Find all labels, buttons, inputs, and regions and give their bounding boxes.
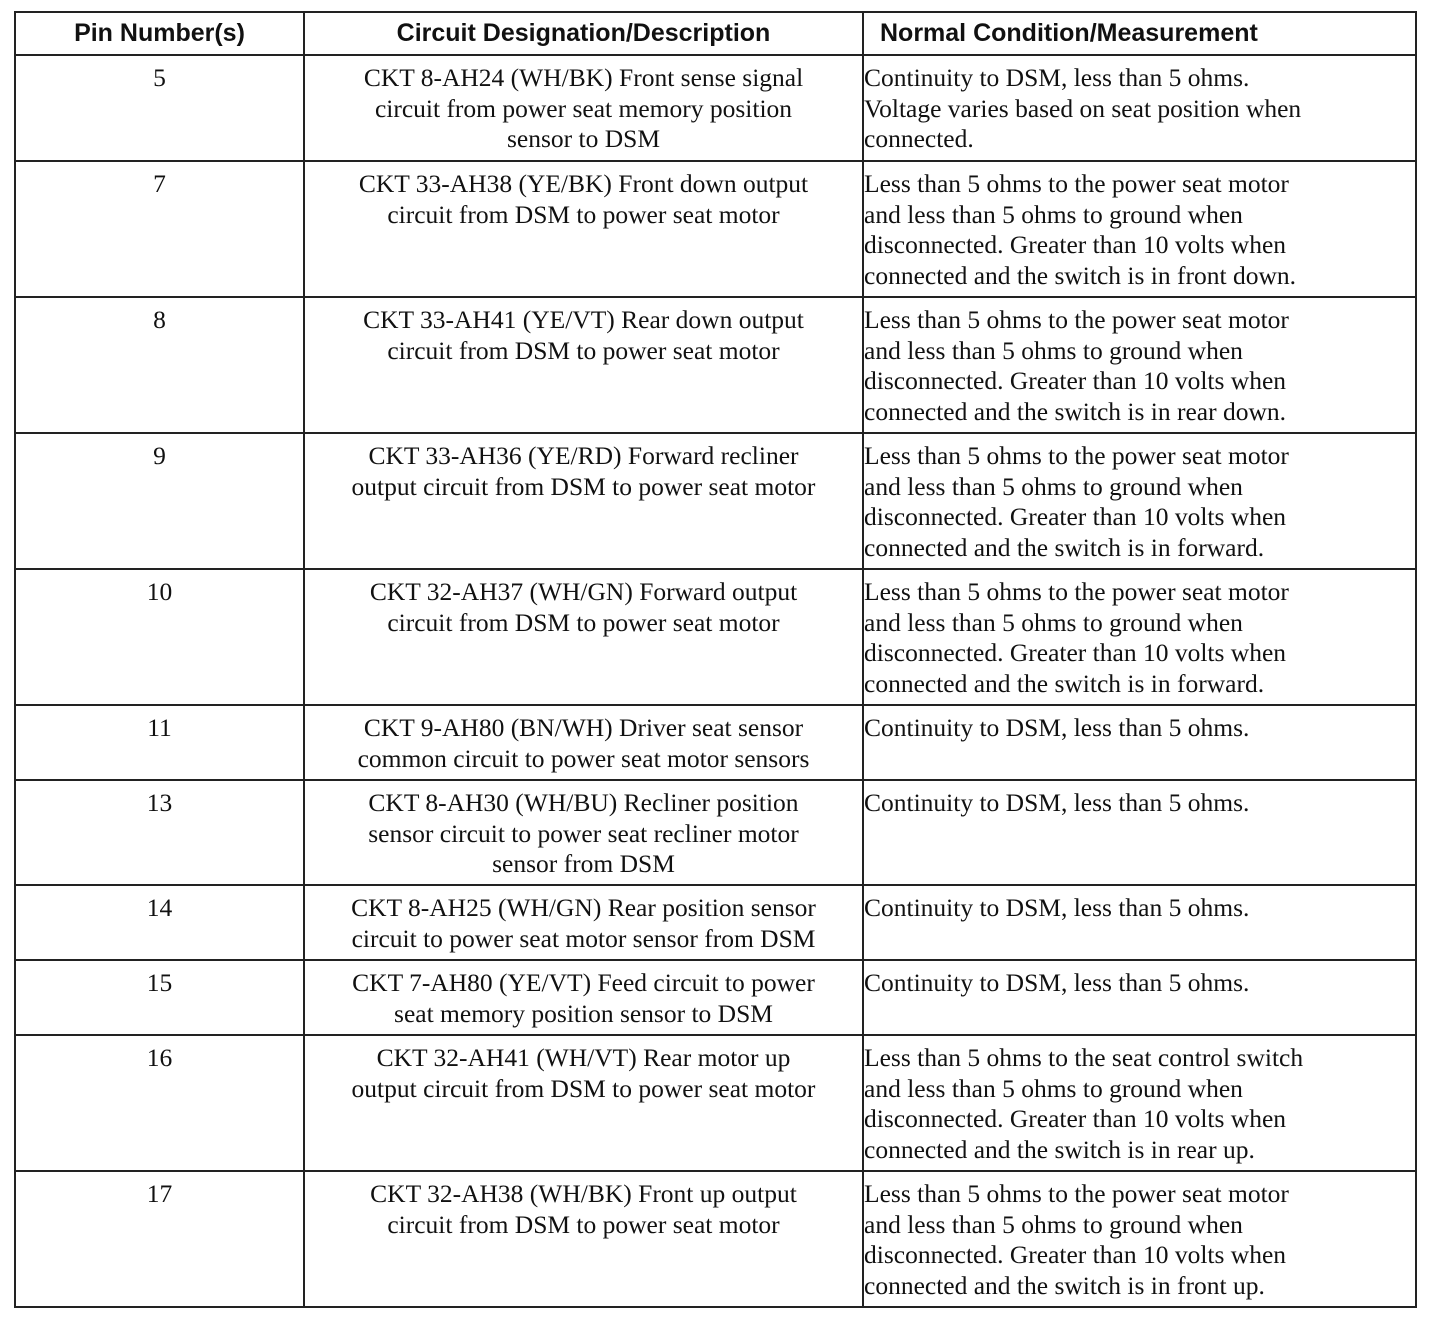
normal-condition-cell (863, 1171, 1416, 1307)
normal-condition-line: Continuity to DSM, less than 5 ohms. (864, 713, 1250, 742)
pin-number-cell: 15 (15, 960, 304, 1035)
table-row (15, 161, 1416, 297)
table-row (15, 885, 1416, 960)
normal-condition-line: connected and the switch is in forward. (864, 668, 1265, 698)
normal-condition-cell (863, 569, 1416, 705)
normal-condition-cell (863, 433, 1416, 569)
circuit-description-cell (304, 780, 863, 885)
normal-condition-cell (863, 705, 1416, 780)
normal-condition-line: Less than 5 ohms to the power seat motor (864, 1179, 1289, 1208)
normal-condition-line: Continuity to DSM, less than 5 ohms. (864, 788, 1250, 817)
normal-condition-cell (863, 297, 1416, 433)
normal-condition-line: Voltage varies based on seat position when (864, 93, 1302, 123)
circuit-description-line: common circuit to power seat motor sensors (357, 743, 810, 773)
circuit-description-cell (304, 297, 863, 433)
circuit-description-cell (304, 569, 863, 705)
pin-number-cell: 16 (15, 1035, 304, 1171)
normal-condition-line: Continuity to DSM, less than 5 ohms. (864, 893, 1250, 922)
normal-condition-line: and less than 5 ohms to ground when (864, 199, 1243, 229)
normal-condition-line: Continuity to DSM, less than 5 ohms. (864, 968, 1250, 997)
circuit-description-line: CKT 32-AH37 (WH/GN) Forward output (369, 577, 798, 606)
circuit-description-line: CKT 33-AH41 (YE/VT) Rear down output (363, 305, 804, 334)
circuit-description-line: circuit from DSM to power seat motor (387, 607, 780, 637)
table-row (15, 705, 1416, 780)
normal-condition-line: connected and the switch is in rear down. (864, 396, 1287, 426)
pin-number-cell: 9 (15, 433, 304, 569)
circuit-description-line: circuit to power seat motor sensor from DSM (351, 923, 816, 953)
normal-condition-cell (863, 960, 1416, 1035)
pin-number-cell: 7 (15, 161, 304, 297)
normal-condition-line: and less than 5 ohms to ground when (864, 471, 1243, 501)
circuit-description-line: sensor from DSM (492, 849, 675, 878)
circuit-description-line: CKT 7-AH80 (YE/VT) Feed circuit to power (352, 968, 815, 997)
normal-condition-line: Less than 5 ohms to the power seat motor (864, 577, 1289, 606)
circuit-description-line: sensor to DSM (506, 124, 660, 153)
normal-condition-line: disconnected. Greater than 10 volts when (864, 638, 1287, 667)
normal-condition-line: disconnected. Greater than 10 volts when (864, 1104, 1287, 1133)
normal-condition-cell (863, 780, 1416, 885)
pin-number-cell: 17 (15, 1171, 304, 1307)
table-row (15, 569, 1416, 705)
normal-condition-line: connected. (864, 124, 974, 153)
circuit-description-cell (304, 55, 863, 161)
table-body (15, 55, 1416, 1307)
normal-condition-line: and less than 5 ohms to ground when (864, 1209, 1243, 1239)
circuit-description-line: output circuit from DSM to power seat motor (351, 471, 816, 501)
circuit-description-line: output circuit from DSM to power seat motor (351, 1073, 816, 1103)
circuit-description-line: sensor circuit to power seat recliner motor (368, 818, 799, 848)
normal-condition-cell (863, 161, 1416, 297)
pin-number-cell: 11 (15, 705, 304, 780)
table-row (15, 433, 1416, 569)
normal-condition-line: Less than 5 ohms to the power seat motor (864, 441, 1289, 470)
pin-number-cell: 5 (15, 55, 304, 161)
circuit-description-line: circuit from DSM to power seat motor (387, 1209, 780, 1239)
circuit-description-cell (304, 433, 863, 569)
normal-condition-line: disconnected. Greater than 10 volts when (864, 366, 1287, 395)
pin-number-cell: 14 (15, 885, 304, 960)
normal-condition-line: connected and the switch is in forward. (864, 532, 1265, 562)
circuit-description-line: CKT 8-AH30 (WH/BU) Recliner position (368, 788, 799, 817)
circuit-description-line: CKT 32-AH41 (WH/VT) Rear motor up (376, 1043, 791, 1072)
table-row (15, 1035, 1416, 1171)
circuit-description-line: CKT 8-AH25 (WH/GN) Rear position sensor (351, 893, 816, 922)
circuit-description-line: circuit from power seat memory position (374, 93, 793, 123)
circuit-description-cell (304, 161, 863, 297)
table-row (15, 780, 1416, 885)
header-normal-condition: Normal Condition/Measurement (863, 12, 1416, 55)
circuit-description-line: CKT 33-AH38 (YE/BK) Front down output (358, 169, 809, 198)
normal-condition-line: Continuity to DSM, less than 5 ohms. (864, 63, 1250, 92)
normal-condition-line: and less than 5 ohms to ground when (864, 607, 1243, 637)
circuit-description-line: seat memory position sensor to DSM (394, 998, 773, 1028)
table-row (15, 1171, 1416, 1307)
normal-condition-line: and less than 5 ohms to ground when (864, 335, 1243, 365)
header-circuit-designation: Circuit Designation/Description (304, 12, 863, 55)
pin-table (14, 11, 1417, 1308)
normal-condition-line: connected and the switch is in front down. (864, 260, 1296, 290)
table-header (15, 12, 1416, 55)
circuit-description-line: CKT 33-AH36 (YE/RD) Forward recliner (368, 441, 799, 470)
normal-condition-line: disconnected. Greater than 10 volts when (864, 502, 1287, 531)
normal-condition-cell (863, 55, 1416, 161)
normal-condition-line: connected and the switch is in rear up. (864, 1134, 1255, 1164)
normal-condition-line: Less than 5 ohms to the power seat motor (864, 169, 1289, 198)
pin-number-cell: 8 (15, 297, 304, 433)
table-row (15, 960, 1416, 1035)
normal-condition-cell (863, 885, 1416, 960)
normal-condition-line: Less than 5 ohms to the power seat motor (864, 305, 1289, 334)
header-row (15, 12, 1416, 55)
circuit-description-cell (304, 705, 863, 780)
table-row (15, 297, 1416, 433)
circuit-description-cell (304, 1035, 863, 1171)
normal-condition-line: disconnected. Greater than 10 volts when (864, 1240, 1287, 1269)
pin-number-cell: 10 (15, 569, 304, 705)
normal-condition-cell (863, 1035, 1416, 1171)
table-row (15, 55, 1416, 161)
normal-condition-line: connected and the switch is in front up. (864, 1270, 1265, 1300)
circuit-description-line: CKT 8-AH24 (WH/BK) Front sense signal (363, 63, 804, 92)
normal-condition-line: Less than 5 ohms to the seat control switch (864, 1043, 1304, 1072)
pin-number-cell: 13 (15, 780, 304, 885)
normal-condition-line: disconnected. Greater than 10 volts when (864, 230, 1287, 259)
normal-condition-line: and less than 5 ohms to ground when (864, 1073, 1243, 1103)
circuit-description-line: CKT 32-AH38 (WH/BK) Front up output (370, 1179, 797, 1208)
circuit-description-cell (304, 885, 863, 960)
header-pin-number: Pin Number(s) (15, 12, 304, 55)
circuit-description-line: circuit from DSM to power seat motor (387, 335, 780, 365)
circuit-description-line: circuit from DSM to power seat motor (387, 199, 780, 229)
circuit-description-cell (304, 960, 863, 1035)
circuit-description-cell (304, 1171, 863, 1307)
circuit-description-line: CKT 9-AH80 (BN/WH) Driver seat sensor (363, 713, 804, 742)
